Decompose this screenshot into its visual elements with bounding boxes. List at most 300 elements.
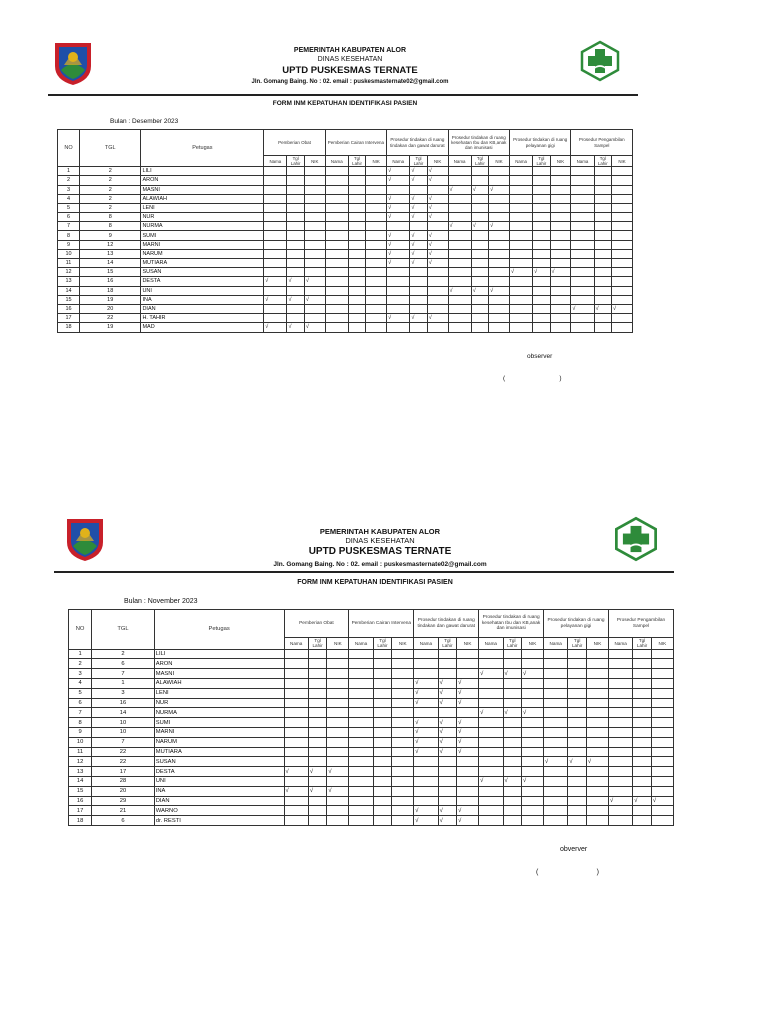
empty-cell [366, 314, 387, 323]
empty-cell [550, 231, 571, 240]
check-mark: √ [550, 268, 571, 277]
empty-cell [327, 649, 349, 659]
empty-cell [264, 222, 287, 231]
check-mark: √ [594, 304, 611, 313]
empty-cell [594, 286, 611, 295]
row-petugas: SUSAN [141, 268, 264, 277]
check-mark: √ [308, 786, 327, 796]
row-petugas: ALAWIAH [141, 194, 264, 203]
empty-cell [392, 698, 414, 708]
check-mark: √ [489, 185, 510, 194]
check-mark: √ [438, 718, 457, 728]
subheader-cell: NIK [304, 156, 325, 167]
empty-cell [308, 659, 327, 669]
empty-cell [349, 728, 373, 738]
row-petugas: DIAN [154, 796, 284, 806]
empty-cell [651, 816, 673, 826]
empty-cell [325, 176, 348, 185]
empty-cell [544, 816, 568, 826]
empty-cell [544, 659, 568, 669]
row-tgl: 22 [92, 747, 155, 757]
empty-cell [264, 194, 287, 203]
empty-cell [325, 167, 348, 176]
subheader-cell: Tgl Lahir [348, 156, 365, 167]
check-mark: √ [479, 669, 503, 679]
empty-cell [448, 295, 471, 304]
empty-cell [571, 213, 594, 222]
empty-cell [633, 816, 652, 826]
no-header: NO [69, 610, 92, 650]
row-petugas: MUTIARA [141, 259, 264, 268]
check-mark: √ [414, 698, 438, 708]
table-row [58, 185, 633, 194]
empty-cell [533, 259, 550, 268]
check-mark: √ [410, 194, 427, 203]
empty-cell [414, 767, 438, 777]
row-tgl: 29 [92, 796, 155, 806]
empty-cell [392, 806, 414, 816]
check-mark: √ [427, 176, 448, 185]
subheader-cell: Tgl Lahir [308, 638, 327, 650]
empty-cell [366, 203, 387, 212]
empty-cell [427, 277, 448, 286]
empty-cell [366, 304, 387, 313]
empty-cell [349, 649, 373, 659]
empty-cell [325, 304, 348, 313]
check-mark: √ [438, 728, 457, 738]
empty-cell [611, 295, 632, 304]
check-mark: √ [568, 757, 587, 767]
empty-cell [448, 249, 471, 258]
empty-cell [264, 231, 287, 240]
check-mark: √ [522, 708, 544, 718]
empty-cell [568, 698, 587, 708]
empty-cell [471, 323, 488, 332]
empty-cell [550, 295, 571, 304]
empty-cell [550, 167, 571, 176]
empty-cell [608, 679, 632, 689]
empty-cell [550, 323, 571, 332]
empty-cell [533, 176, 550, 185]
empty-cell [471, 167, 488, 176]
empty-cell [284, 757, 308, 767]
empty-cell [594, 268, 611, 277]
empty-cell [533, 231, 550, 240]
check-mark: √ [287, 323, 304, 332]
empty-cell [427, 286, 448, 295]
empty-cell [489, 277, 510, 286]
check-mark: √ [457, 747, 479, 757]
empty-cell [325, 314, 348, 323]
empty-cell [471, 240, 488, 249]
table-row [69, 669, 674, 679]
empty-cell [325, 185, 348, 194]
empty-cell [348, 304, 365, 313]
empty-cell [287, 268, 304, 277]
empty-cell [568, 718, 587, 728]
check-mark: √ [264, 277, 287, 286]
empty-cell [509, 167, 532, 176]
empty-cell [509, 222, 532, 231]
empty-cell [414, 659, 438, 669]
empty-cell [503, 718, 522, 728]
row-tgl: 15 [80, 268, 141, 277]
check-mark: √ [327, 786, 349, 796]
check-mark: √ [533, 268, 550, 277]
empty-cell [325, 240, 348, 249]
empty-cell [373, 718, 392, 728]
table-row [69, 816, 674, 826]
empty-cell [651, 737, 673, 747]
empty-cell [651, 806, 673, 816]
row-tgl: 21 [92, 806, 155, 816]
empty-cell [608, 767, 632, 777]
empty-cell [327, 708, 349, 718]
check-mark: √ [410, 213, 427, 222]
empty-cell [325, 277, 348, 286]
empty-cell [611, 176, 632, 185]
check-mark: √ [427, 314, 448, 323]
empty-cell [438, 796, 457, 806]
empty-cell [608, 737, 632, 747]
empty-cell [366, 286, 387, 295]
table-row [58, 286, 633, 295]
empty-cell [287, 194, 304, 203]
empty-cell [471, 304, 488, 313]
empty-cell [327, 796, 349, 806]
empty-cell [586, 659, 608, 669]
group-header: Pemberian Cairan Intervena [349, 610, 414, 638]
subheader-cell: Tgl Lahir [633, 638, 652, 650]
empty-cell [348, 295, 365, 304]
institution-name: UPTD PUSKESMAS TERNATE [282, 64, 418, 76]
row-no: 6 [58, 213, 80, 222]
row-petugas: LILI [154, 649, 284, 659]
empty-cell [522, 698, 544, 708]
empty-cell [325, 249, 348, 258]
check-mark: √ [503, 777, 522, 787]
row-tgl: 1 [92, 679, 155, 689]
check-mark: √ [457, 737, 479, 747]
table-row [58, 222, 633, 231]
empty-cell [264, 176, 287, 185]
row-tgl: 17 [92, 767, 155, 777]
puskesmas-cross-icon [612, 516, 660, 562]
check-mark: √ [479, 708, 503, 718]
empty-cell [611, 167, 632, 176]
empty-cell [287, 286, 304, 295]
table-row [58, 213, 633, 222]
empty-cell [568, 767, 587, 777]
empty-cell [568, 659, 587, 669]
row-petugas: MARNI [141, 240, 264, 249]
empty-cell [471, 203, 488, 212]
empty-cell [287, 213, 304, 222]
empty-cell [325, 213, 348, 222]
empty-cell [438, 649, 457, 659]
check-mark: √ [414, 737, 438, 747]
row-no: 18 [69, 816, 92, 826]
check-mark: √ [264, 323, 287, 332]
row-tgl: 2 [80, 194, 141, 203]
empty-cell [479, 737, 503, 747]
empty-cell [568, 688, 587, 698]
row-tgl: 19 [80, 323, 141, 332]
empty-cell [308, 708, 327, 718]
empty-cell [594, 295, 611, 304]
empty-cell [503, 747, 522, 757]
row-tgl: 2 [80, 176, 141, 185]
empty-cell [308, 796, 327, 806]
empty-cell [544, 777, 568, 787]
empty-cell [509, 323, 532, 332]
empty-cell [544, 747, 568, 757]
row-tgl: 2 [80, 185, 141, 194]
empty-cell [349, 747, 373, 757]
empty-cell [348, 323, 365, 332]
check-mark: √ [438, 698, 457, 708]
table-row [69, 767, 674, 777]
subheader-cell: Nama [544, 638, 568, 650]
row-petugas: SUMI [154, 718, 284, 728]
check-mark: √ [457, 728, 479, 738]
empty-cell [479, 816, 503, 826]
row-no: 18 [58, 323, 80, 332]
empty-cell [448, 176, 471, 185]
empty-cell [594, 231, 611, 240]
empty-cell [571, 167, 594, 176]
empty-cell [366, 176, 387, 185]
check-mark: √ [414, 728, 438, 738]
empty-cell [410, 304, 427, 313]
subheader-cell: Tgl Lahir [594, 156, 611, 167]
empty-cell [544, 649, 568, 659]
empty-cell [348, 286, 365, 295]
empty-cell [571, 194, 594, 203]
empty-cell [503, 728, 522, 738]
table-row [58, 314, 633, 323]
group-header: Prosedur tindakan di ruang pelayanan gigi [509, 130, 570, 156]
empty-cell [479, 747, 503, 757]
table-row [69, 688, 674, 698]
subheader-cell: NIK [651, 638, 673, 650]
row-tgl: 20 [92, 786, 155, 796]
empty-cell [550, 314, 571, 323]
row-tgl: 14 [80, 259, 141, 268]
empty-cell [522, 816, 544, 826]
check-mark: √ [427, 194, 448, 203]
empty-cell [594, 240, 611, 249]
row-tgl: 3 [92, 688, 155, 698]
empty-cell [633, 698, 652, 708]
row-petugas: MASNI [141, 185, 264, 194]
empty-cell [348, 213, 365, 222]
empty-cell [392, 688, 414, 698]
empty-cell [448, 277, 471, 286]
table-row [58, 176, 633, 185]
empty-cell [586, 747, 608, 757]
table-row [69, 679, 674, 689]
empty-cell [349, 786, 373, 796]
empty-cell [366, 185, 387, 194]
empty-cell [284, 737, 308, 747]
row-no: 5 [58, 203, 80, 212]
empty-cell [568, 747, 587, 757]
empty-cell [438, 669, 457, 679]
table-row [69, 796, 674, 806]
empty-cell [457, 777, 479, 787]
empty-cell [503, 649, 522, 659]
empty-cell [264, 286, 287, 295]
empty-cell [427, 268, 448, 277]
group-header: Prosedur tindakan di ruang pelayanan gigi [544, 610, 609, 638]
empty-cell [264, 213, 287, 222]
empty-cell [544, 688, 568, 698]
empty-cell [544, 669, 568, 679]
empty-cell [522, 728, 544, 738]
check-mark: √ [264, 295, 287, 304]
empty-cell [349, 757, 373, 767]
empty-cell [568, 728, 587, 738]
empty-cell [586, 728, 608, 738]
empty-cell [284, 698, 308, 708]
empty-cell [392, 728, 414, 738]
empty-cell [479, 786, 503, 796]
empty-cell [633, 679, 652, 689]
empty-cell [550, 249, 571, 258]
empty-cell [438, 767, 457, 777]
row-no: 14 [58, 286, 80, 295]
empty-cell [366, 249, 387, 258]
empty-cell [633, 767, 652, 777]
check-mark: √ [608, 796, 632, 806]
empty-cell [327, 806, 349, 816]
check-mark: √ [327, 767, 349, 777]
check-mark: √ [308, 767, 327, 777]
empty-cell [325, 268, 348, 277]
row-tgl: 6 [92, 816, 155, 826]
address-line: Jln. Gomang Baing. No : 02. email : puskesmasternate02@gmail.com [251, 79, 449, 86]
table-row [58, 268, 633, 277]
empty-cell [366, 240, 387, 249]
check-mark: √ [287, 295, 304, 304]
check-mark: √ [427, 240, 448, 249]
empty-cell [373, 737, 392, 747]
empty-cell [509, 286, 532, 295]
department-name: DINAS KESEHATAN [317, 55, 383, 63]
empty-cell [287, 304, 304, 313]
empty-cell [550, 194, 571, 203]
group-header: Pemberian Obat [264, 130, 325, 156]
check-mark: √ [427, 231, 448, 240]
empty-cell [284, 796, 308, 806]
check-mark: √ [503, 669, 522, 679]
empty-cell [325, 286, 348, 295]
row-tgl: 20 [80, 304, 141, 313]
empty-cell [264, 240, 287, 249]
empty-cell [327, 688, 349, 698]
subheader-cell: Nama [448, 156, 471, 167]
empty-cell [308, 728, 327, 738]
check-mark: √ [414, 747, 438, 757]
row-petugas: MUTIARA [154, 747, 284, 757]
group-header: Prosedur Pengambilan Sampel [608, 610, 673, 638]
empty-cell [544, 737, 568, 747]
empty-cell [550, 286, 571, 295]
check-mark: √ [414, 679, 438, 689]
check-mark: √ [457, 679, 479, 689]
empty-cell [308, 816, 327, 826]
empty-cell [550, 240, 571, 249]
row-no: 12 [58, 268, 80, 277]
empty-cell [304, 222, 325, 231]
empty-cell [373, 688, 392, 698]
empty-cell [387, 222, 410, 231]
empty-cell [373, 767, 392, 777]
empty-cell [348, 231, 365, 240]
row-no: 14 [69, 777, 92, 787]
empty-cell [503, 679, 522, 689]
table-row [69, 757, 674, 767]
empty-cell [533, 323, 550, 332]
empty-cell [427, 323, 448, 332]
empty-cell [608, 806, 632, 816]
empty-cell [509, 194, 532, 203]
subheader-cell: Tgl Lahir [533, 156, 550, 167]
empty-cell [651, 747, 673, 757]
empty-cell [594, 176, 611, 185]
empty-cell [414, 757, 438, 767]
subheader-cell: Nama [387, 156, 410, 167]
check-mark: √ [427, 167, 448, 176]
empty-cell [522, 767, 544, 777]
check-mark: √ [427, 213, 448, 222]
empty-cell [586, 669, 608, 679]
empty-cell [308, 669, 327, 679]
empty-cell [284, 679, 308, 689]
empty-cell [608, 777, 632, 787]
empty-cell [373, 786, 392, 796]
signature-line: ( ) [536, 869, 600, 876]
row-petugas: NURMA [154, 708, 284, 718]
empty-cell [533, 194, 550, 203]
empty-cell [366, 323, 387, 332]
empty-cell [611, 286, 632, 295]
row-no: 15 [69, 786, 92, 796]
empty-cell [586, 698, 608, 708]
empty-cell [611, 277, 632, 286]
empty-cell [586, 679, 608, 689]
empty-cell [387, 323, 410, 332]
empty-cell [264, 249, 287, 258]
empty-cell [392, 669, 414, 679]
check-mark: √ [387, 314, 410, 323]
no-header: NO [58, 130, 80, 167]
empty-cell [438, 757, 457, 767]
empty-cell [633, 688, 652, 698]
empty-cell [479, 659, 503, 669]
empty-cell [651, 786, 673, 796]
empty-cell [264, 185, 287, 194]
empty-cell [571, 185, 594, 194]
check-mark: √ [387, 167, 410, 176]
empty-cell [349, 688, 373, 698]
empty-cell [533, 167, 550, 176]
group-header: Prosedur tindakan di ruang kesehatan Ibu dan KB,anak dan imunisasi [479, 610, 544, 638]
empty-cell [568, 708, 587, 718]
empty-cell [348, 268, 365, 277]
empty-cell [448, 323, 471, 332]
